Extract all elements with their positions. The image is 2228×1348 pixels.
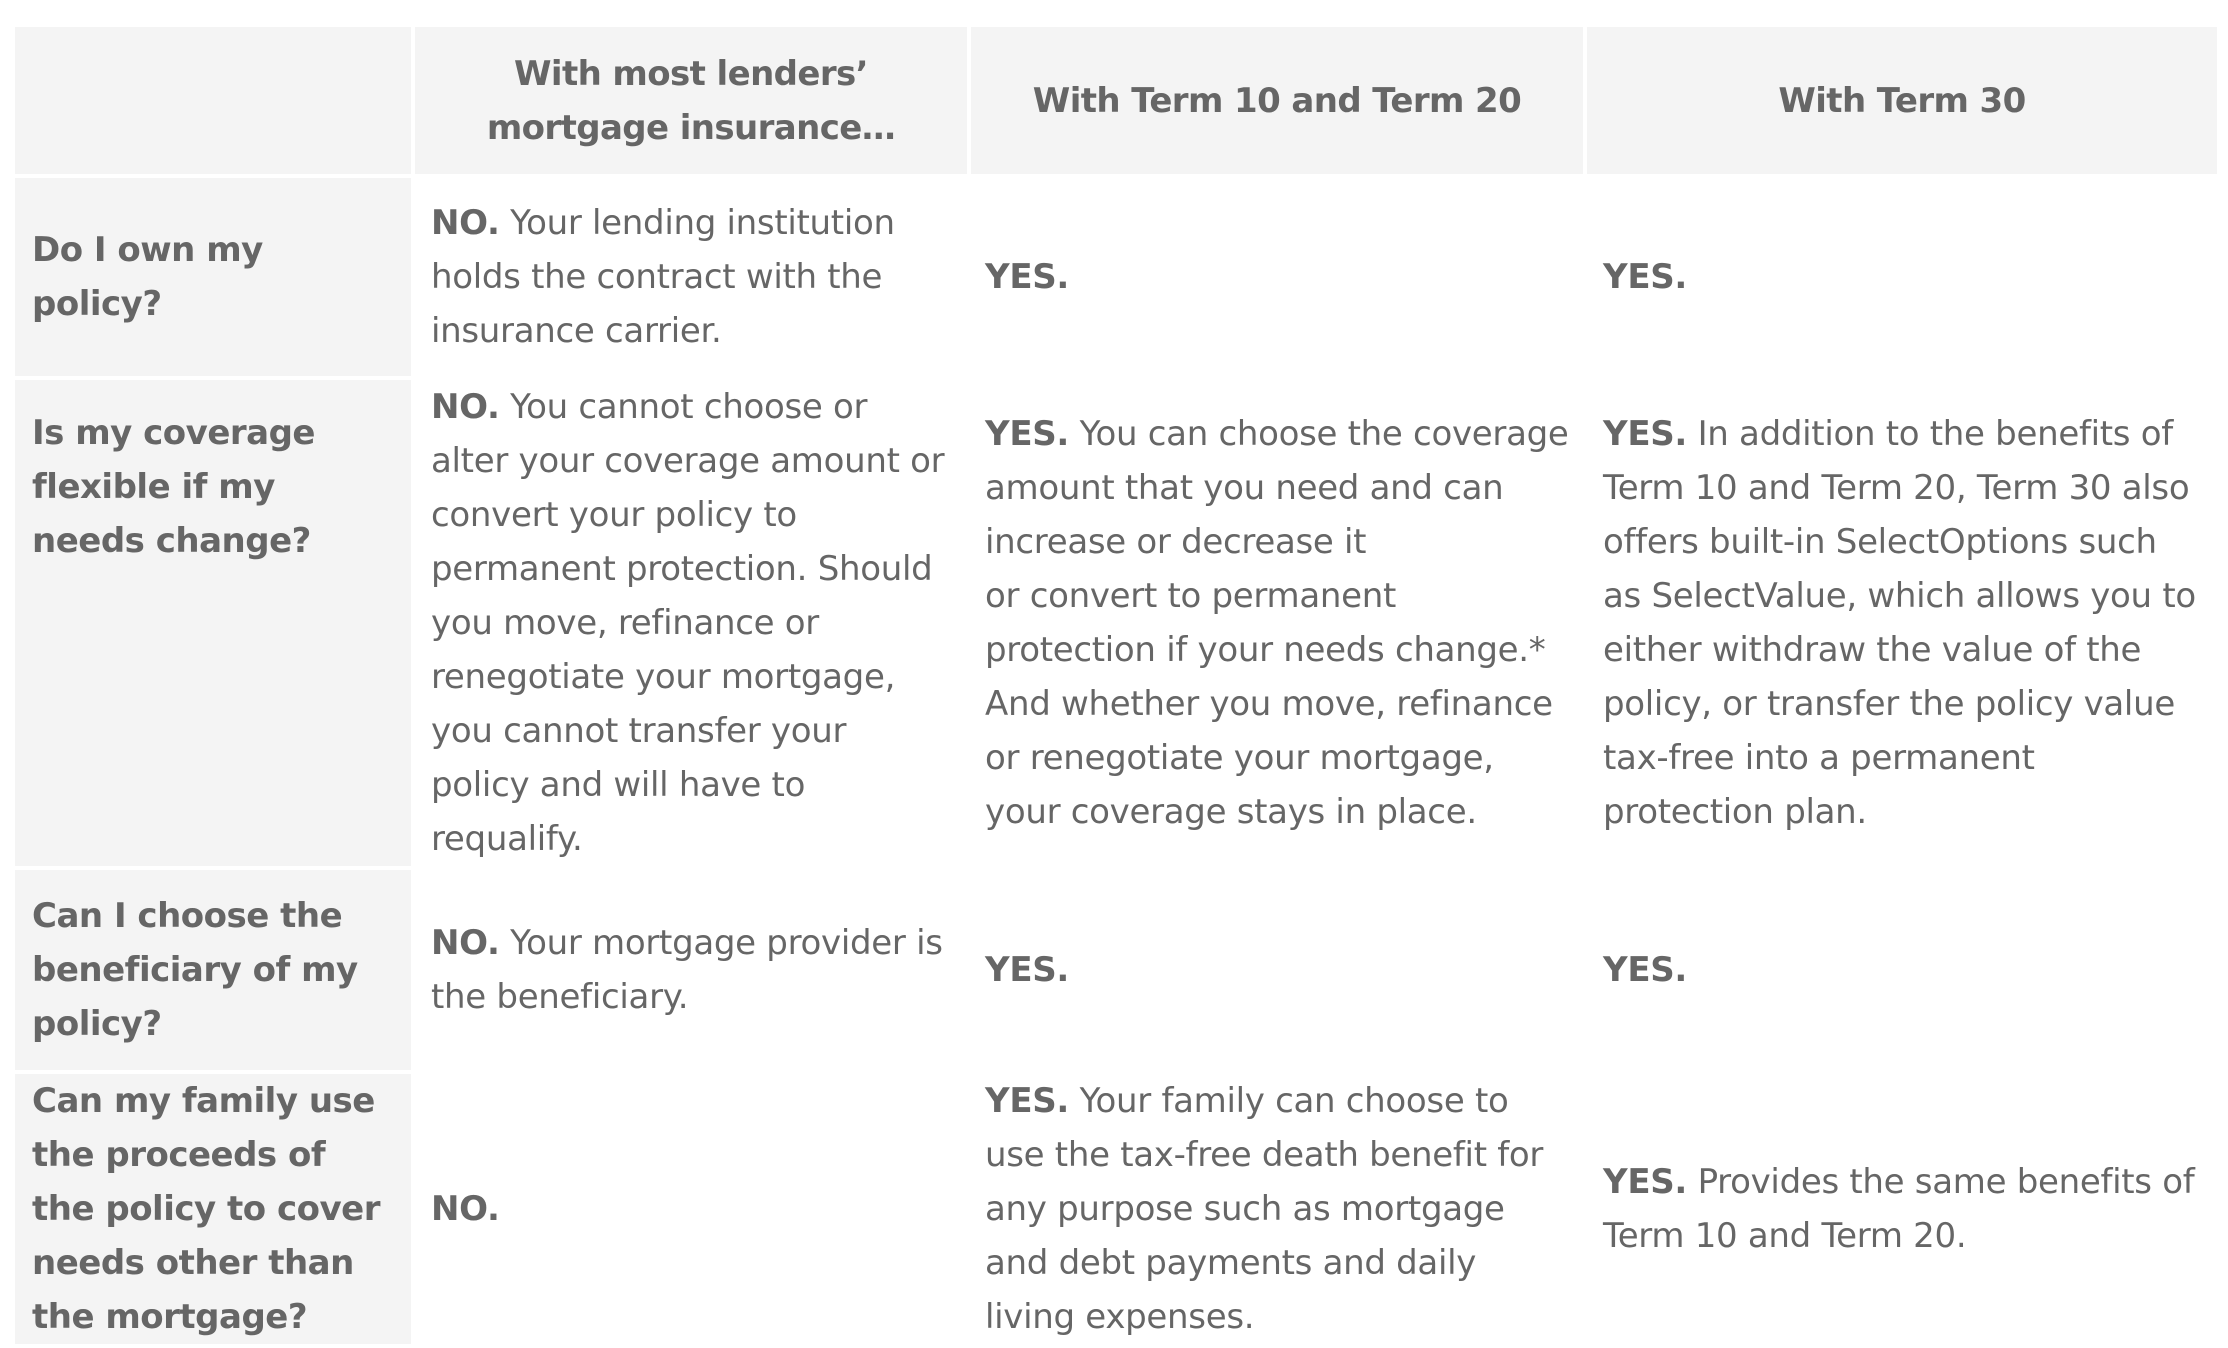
comparison-table-container (11, 23, 2217, 1348)
table-body (15, 178, 2217, 1344)
cell-term-10-20 (971, 380, 1583, 866)
answer-text: Provides the same benefits of Term 10 and Term 20. (1603, 1162, 2195, 1256)
comparison-table (11, 23, 2221, 1348)
cell-term-10-20 (971, 178, 1583, 376)
answer-text: Your family can choose to use the tax-free death benefit for any purpose such as mortgage and debt payments and daily living expenses. (985, 1081, 1544, 1337)
cell-lenders (415, 1074, 967, 1344)
row-question: Can my family use the proceeds of the policy to cover needs other than the mortgage? (15, 1074, 411, 1344)
table-row (15, 380, 2217, 866)
answer-text: Your lending institution holds the contract with the insurance carrier. (431, 203, 895, 351)
cell-term-30 (1587, 178, 2217, 376)
answer-lead: YES. (1603, 257, 1688, 297)
header-term-10-20: With Term 10 and Term 20 (971, 27, 1583, 174)
answer-lead: YES. (985, 257, 1070, 297)
answer-text: You can choose the coverage amount that you need and can increase or decrease it or convert to permanent protection if your needs change.* And whether you move, refinance or renegotiate your mortgage, your coverage stays in place. (985, 414, 1569, 832)
answer-lead: YES. (1603, 414, 1688, 454)
table-row (15, 178, 2217, 376)
answer-lead: NO. (431, 1189, 500, 1229)
row-question: Is my coverage flexible if my needs change? (15, 380, 411, 866)
cell-term-10-20 (971, 1074, 1583, 1344)
answer-lead: YES. (1603, 950, 1688, 990)
header-lenders-insurance: With most lenders’ mortgage insurance… (415, 27, 967, 174)
answer-lead: NO. (431, 923, 500, 963)
answer-lead: NO. (431, 387, 500, 427)
header-term-30: With Term 30 (1587, 27, 2217, 174)
table-header (15, 27, 2217, 174)
answer-lead: YES. (985, 414, 1070, 454)
answer-lead: YES. (985, 1081, 1070, 1121)
cell-lenders (415, 380, 967, 866)
cell-term-30 (1587, 380, 2217, 866)
row-question: Can I choose the beneficiary of my policy? (15, 870, 411, 1070)
row-question: Do I own my policy? (15, 178, 411, 376)
cell-lenders (415, 178, 967, 376)
cell-term-30 (1587, 870, 2217, 1070)
cell-term-30 (1587, 1074, 2217, 1344)
answer-lead: NO. (431, 203, 500, 243)
answer-text: In addition to the benefits of Term 10 and Term 20, Term 30 also offers built-in SelectOptions such as SelectValue, which allows you to either withdraw the value of the policy, or transfer the policy value tax-free into a permanent protection plan. (1603, 414, 2196, 832)
answer-lead: YES. (1603, 1162, 1688, 1202)
answer-text: You cannot choose or alter your coverage amount or convert your policy to permanent protection. Should you move, refinance or renegotiate your mortgage, you cannot transfer your policy and will have to requalify. (431, 387, 945, 859)
answer-lead: YES. (985, 950, 1070, 990)
cell-lenders (415, 870, 967, 1070)
header-row (15, 27, 2217, 174)
table-row (15, 1074, 2217, 1344)
header-empty-cell (15, 27, 411, 174)
cell-term-10-20 (971, 870, 1583, 1070)
table-row (15, 870, 2217, 1070)
answer-text: Your mortgage provider is the beneficiary. (431, 923, 943, 1017)
